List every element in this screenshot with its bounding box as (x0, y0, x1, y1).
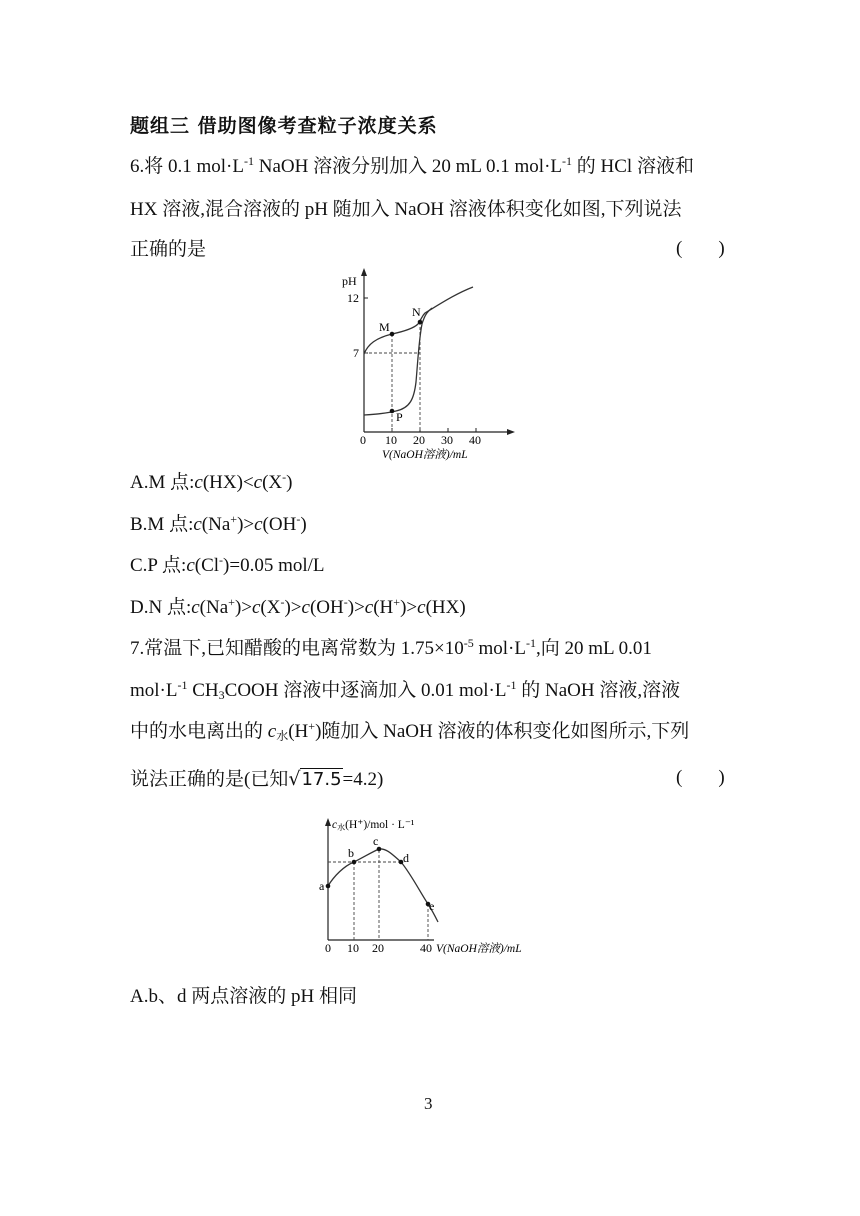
y-axis-arrow (361, 268, 367, 276)
xtick-10: 10 (385, 433, 397, 447)
q6-option-c: C.P 点:c(Cl-)=0.05 mol/L (130, 553, 325, 576)
point-b (352, 860, 357, 865)
ytick-7: 7 (353, 346, 359, 360)
section-heading: 题组三 借助图像考查粒子浓度关系 (130, 115, 438, 137)
q7-stem-line3: 中的水电离出的 $c_水(H^+)$随加入 NaOH 溶液的体积变化如图所示,下列 (130, 719, 690, 743)
q7-stem-line1: 7.常温下,已知醋酸的电离常数为 $1.75\times 10^{-5}$ $mol\cdot L^{-1}$,向 20 mL 0.01 (130, 636, 652, 659)
curve-hcl (364, 308, 432, 415)
label-a: a (319, 879, 325, 893)
q6-stem-line2: HX 溶液,混合溶液的 pH 随加入 NaOH 溶液体积变化如图,下列说法 (130, 199, 682, 220)
xtick-30: 30 (441, 433, 453, 447)
xtick-20: 20 (372, 941, 384, 955)
label-p: P (396, 410, 403, 424)
xtick-0: 0 (360, 433, 366, 447)
q7-answer-bracket: ( ) (676, 767, 725, 788)
page-number: 3 (424, 1094, 433, 1113)
q6-stem-line3: 正确的是 (130, 239, 207, 260)
x-axis-label: V(NaOH溶液)/mL (436, 943, 522, 955)
label-n: N (412, 305, 421, 319)
x-axis-arrow (507, 429, 515, 435)
xtick-10: 10 (347, 941, 359, 955)
point-n (418, 320, 423, 325)
q6-option-b: B.M 点:c(Na+)>c(OH-) (130, 512, 307, 535)
xtick-40: 40 (469, 433, 481, 447)
point-m (390, 332, 395, 337)
xtick-20: 20 (413, 433, 425, 447)
sqrt-expression: √17.5 (288, 768, 342, 790)
label-b: b (348, 846, 354, 860)
q6-option-d: D.N 点:c(Na+)>c(X-)>c(OH-)>c(H+)>c(HX) (130, 595, 466, 618)
q7-stem-line4: 说法正确的是(已知√17.5=4.2) (130, 768, 384, 790)
label-m: M (379, 320, 390, 334)
q7-option-a: A.b、d 两点溶液的 pH 相同 (130, 986, 357, 1007)
xtick-40: 40 (420, 941, 432, 955)
q6-figure-ph-curve (330, 264, 520, 464)
label-d: d (403, 851, 409, 865)
y-axis-label: pH (342, 274, 357, 288)
q7-stem-line2: $mol\cdot L^{-1}$ $CH_3COOH$ 溶液中逐滴加入 0.01 $mol\cdot L^{-1}$ 的 NaOH 溶液,溶液 (130, 678, 681, 702)
q6-answer-bracket: ( ) (676, 238, 725, 259)
q7-figure-water-h-curve (316, 812, 546, 962)
label-c: c (373, 834, 379, 848)
y-axis-label: c水(H⁺)/mol · L⁻¹ (332, 819, 415, 832)
curve-water-h (328, 849, 438, 922)
y-axis-arrow (325, 818, 331, 826)
x-axis-label: V(NaOH溶液)/mL (382, 449, 468, 461)
ytick-12: 12 (347, 291, 359, 305)
point-p (390, 409, 395, 414)
point-a (326, 884, 331, 889)
xtick-0: 0 (325, 941, 331, 955)
q6-option-a: A.M 点:c(HX)<c(X-) (130, 470, 293, 493)
label-e: e (429, 899, 435, 913)
q6-stem-line1: 6.将 0.1 $mol\cdot L^{-1}$ NaOH 溶液分别加入 20 mL 0.1 $mol\cdot L^{-1}$ 的 HCl 溶液和 (130, 154, 694, 177)
